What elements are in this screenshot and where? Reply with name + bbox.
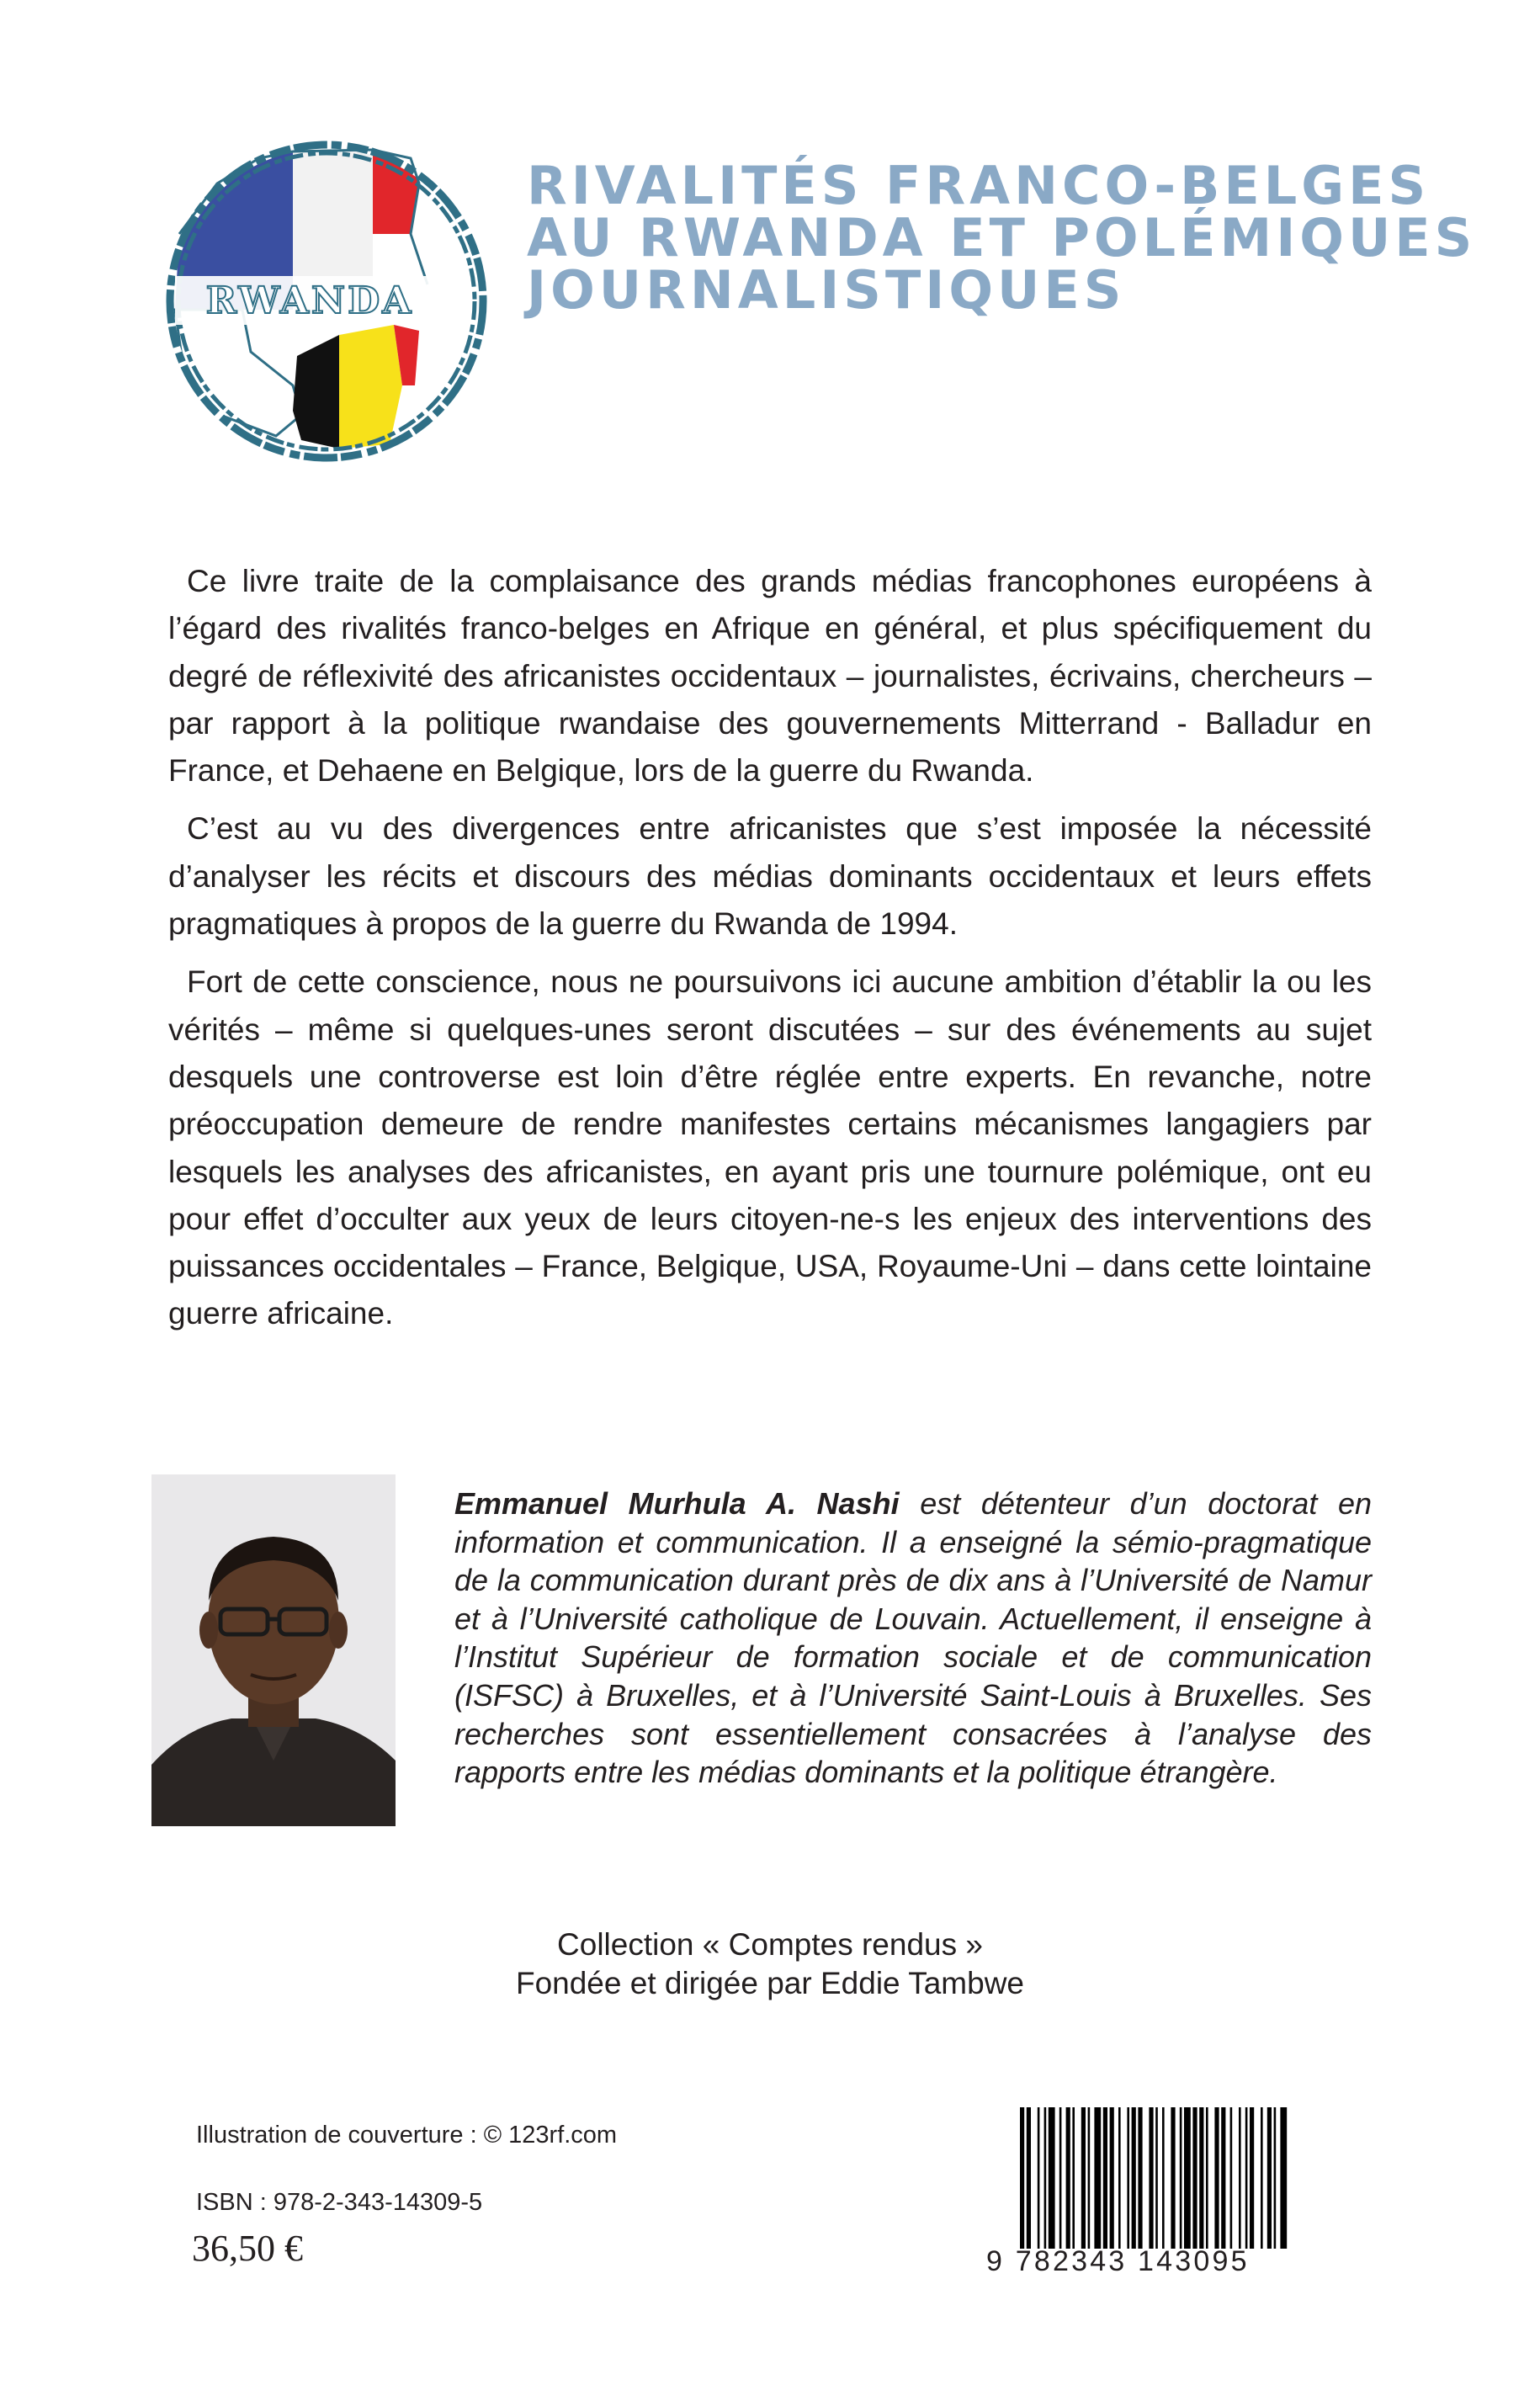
barcode-bar <box>1221 2107 1225 2249</box>
emblem-label: RWANDA <box>205 279 414 322</box>
author-bio <box>454 1485 1372 1792</box>
collection-name: Collection « Comptes rendus » <box>557 1927 983 1962</box>
barcode-bar <box>1020 2107 1024 2249</box>
barcode-bar <box>1103 2107 1107 2249</box>
title-line-1: RIVALITÉS FRANCO-BELGES <box>527 155 1431 216</box>
cover-credit: Illustration de couverture : © 123rf.com <box>196 2122 618 2149</box>
barcode-bar <box>1049 2107 1055 2249</box>
barcode-bar <box>1267 2107 1272 2249</box>
barcode-bar <box>1038 2107 1040 2249</box>
barcode-bar <box>1066 2107 1070 2249</box>
barcode-bar <box>1110 2107 1114 2249</box>
rwanda-map-flags-icon <box>158 133 495 470</box>
barcode-bar <box>1192 2107 1197 2249</box>
barcode-bar <box>1044 2107 1047 2249</box>
barcode-bar <box>1149 2107 1153 2249</box>
barcode-bar <box>1059 2107 1062 2249</box>
title-line-3: JOURNALISTIQUES <box>527 259 1126 321</box>
barcode-bar <box>1094 2107 1101 2249</box>
barcode-bar <box>1162 2107 1165 2249</box>
barcode-bar <box>1230 2107 1233 2249</box>
author-name: Emmanuel Murhula A. Nashi <box>454 1486 900 1521</box>
barcode-bar <box>1214 2107 1219 2249</box>
summary-paragraph: C’est au vu des divergences entre africanistes que s’est imposée la nécessité d’analyser les récits et discours des médias dominants occidentaux et leurs effets pragmatiques à propos de la guerre du Rwanda de 1994. <box>168 811 1372 942</box>
cover-emblem <box>158 133 495 470</box>
barcode-bar <box>1027 2107 1031 2249</box>
barcode-bars-icon <box>1020 2107 1357 2249</box>
barcode-bar <box>1088 2107 1091 2249</box>
barcode-bar <box>1206 2107 1208 2249</box>
barcode-bar <box>1245 2107 1248 2249</box>
isbn: ISBN : 978-2-343-14309-5 <box>196 2189 483 2216</box>
barcode-bar <box>1261 2107 1263 2249</box>
barcode-bar <box>1274 2107 1277 2249</box>
barcode-bar <box>1280 2107 1287 2249</box>
barcode-bar <box>1239 2107 1241 2249</box>
barcode-bar <box>1155 2107 1158 2249</box>
summary-paragraph: Ce livre traite de la complaisance des grands médias francophones européens à l’égard des rivalités franco-belges en Afrique en général, et plus spécifiquement du degré de réflexivité des africanistes occidentaux – journalistes, écrivains, chercheurs – par rapport à la politique rwandaise des gouvernements Mitterrand - Balladur en France, et Dehaene en Belgique, lors de la guerre du Rwanda. <box>168 564 1372 789</box>
barcode-bar <box>1171 2107 1175 2249</box>
author-bio-text: est détenteur d’un doctorat en information et communication. Il a enseigné la sémio-pragmatique de la communication durant près de dix ans à l’Université de Namur et à l’Université catholique de Louvain. Actuellement, il enseigne à l’Institut Supérieur de formation sociale et de communication (ISFSC) à Bruxelles, et à l’Université Saint-Louis à Bruxelles. Ses recherches sont essentiellement consacrées à l’analyse des rapports entre les médias dominants et la politique étrangère. <box>454 1486 1372 1790</box>
summary-paragraph: Fort de cette conscience, nous ne poursuivons ici aucune ambition d’établir la ou les vérités – même si quelques-unes seront discutées – sur des événements au sujet desquels une controverse est loin d’être réglée entre experts. En revanche, notre préoccupation demeure de rendre manifestes certains mécanismes langagiers par lesquels les analyses des africanistes, en ayant pris une tournure polémique, ont eu pour effet d’occulter aux yeux de leurs citoyen-ne-s les enjeux des interventions des puissances occidentales – France, Belgique, USA, Royaume-Uni – dans cette lointaine guerre africaine. <box>168 964 1372 1331</box>
barcode-bar <box>1081 2107 1086 2249</box>
barcode-bar <box>1127 2107 1129 2249</box>
price: 36,50 € <box>192 2228 303 2269</box>
author-photo <box>151 1474 396 1826</box>
barcode-bar <box>1132 2107 1136 2249</box>
collection-info <box>0 1926 1540 2003</box>
title-line-2: AU RWANDA ET POLÉMIQUES <box>527 207 1477 268</box>
collection-director: Fondée et dirigée par Eddie Tambwe <box>515 1966 1025 2000</box>
barcode-bar <box>1199 2107 1203 2249</box>
book-summary <box>168 558 1372 1349</box>
barcode-bar <box>1072 2107 1075 2249</box>
barcode-bar <box>1118 2107 1121 2249</box>
barcode-bar <box>1184 2107 1191 2249</box>
barcode <box>986 2107 1358 2276</box>
barcode-digits: 9 782343 143095 <box>986 2245 1250 2277</box>
book-title <box>527 155 1477 321</box>
barcode-bar <box>1180 2107 1182 2249</box>
barcode-bar <box>1250 2107 1254 2249</box>
author-portrait-icon <box>151 1474 396 1826</box>
barcode-bar <box>1138 2107 1142 2249</box>
